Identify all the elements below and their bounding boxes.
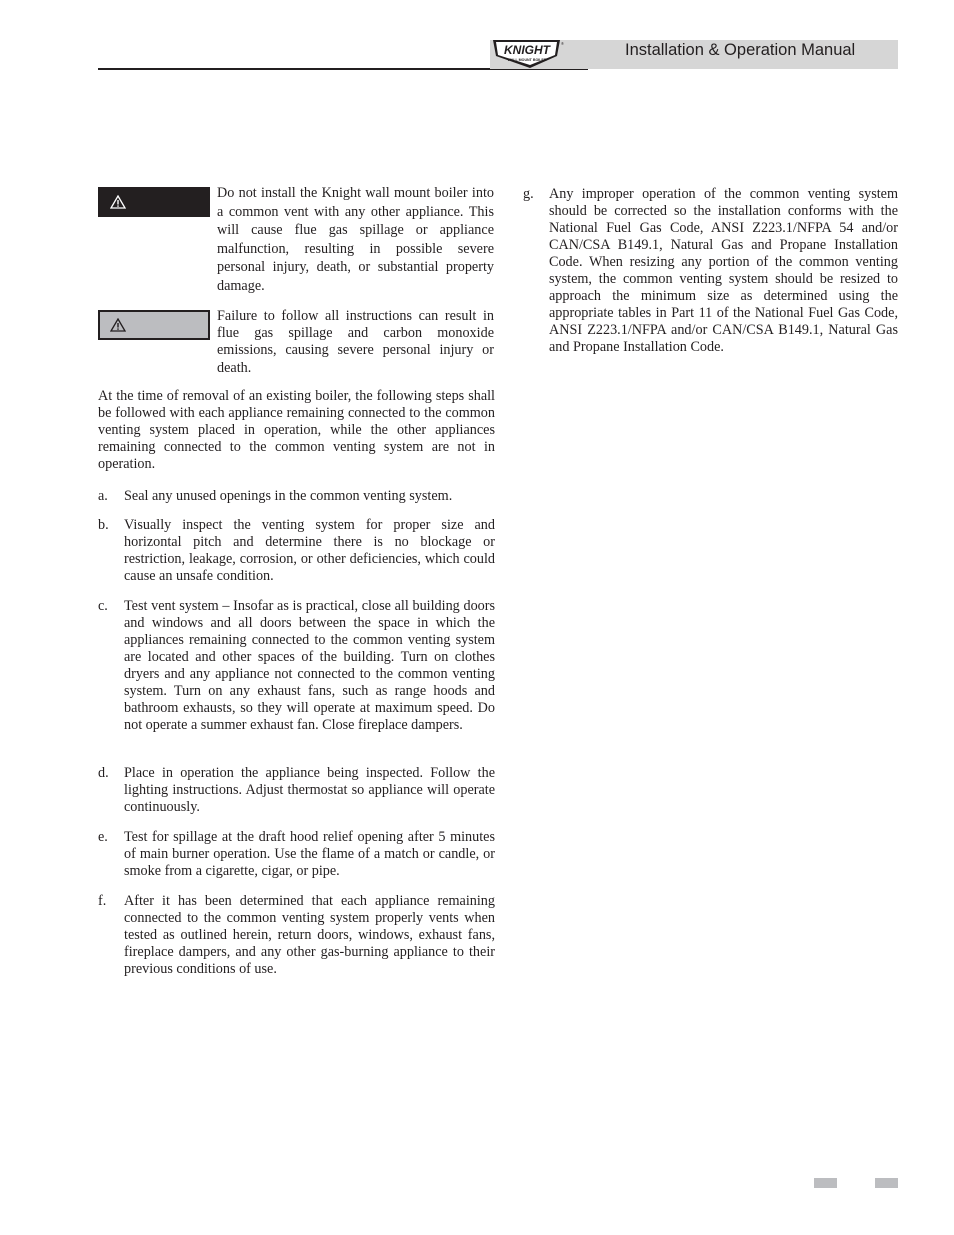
footer-tab-left (814, 1178, 837, 1188)
logo-tagline: WALL MOUNT BOILER (507, 58, 547, 62)
warning-label (98, 310, 210, 340)
svg-text:®: ® (561, 41, 564, 46)
manual-title: Installation & Operation Manual (625, 41, 856, 59)
step-letter: g. (523, 186, 534, 202)
step-letter: c. (98, 598, 108, 614)
step-text: Test vent system – Insofar as is practical, close all building doors and windows and all doors between the space in which the appliances remaining connected to the common venting system are located and other spaces of the building. Turn on clothes dryers and any appliance not connected to the common venting system. Turn on any exhaust fans, such as range hoods and bathroom exhausts, so they will operate at maximum speed. Do not operate a summer exhaust fan. Close fireplace dampers. (124, 598, 495, 733)
knight-logo (490, 38, 566, 70)
warning-triangle-icon (110, 195, 126, 209)
step-letter: d. (98, 765, 109, 781)
step-text: Visually inspect the venting system for proper size and horizontal pitch and determine there is no blockage or restriction, leakage, corrosion, or other deficiencies, which could cause an unsafe condition. (124, 517, 495, 584)
warning-text: Failure to follow all instructions can result in flue gas spillage and carbon monoxide emissions, causing severe personal injury or death. (217, 308, 494, 376)
step-text: Place in operation the appliance being inspected. Follow the lighting instructions. Adjust thermostat so appliance will operate continuously. (124, 765, 495, 815)
step-letter: b. (98, 517, 109, 533)
footer-tab-right (875, 1178, 898, 1188)
step-letter: e. (98, 829, 108, 845)
logo-wordmark: KNIGHT (504, 43, 550, 57)
danger-label (98, 187, 210, 217)
step-text: Any improper operation of the common venting system should be corrected so the installation conforms with the National Fuel Gas Code, ANSI Z223.1/NFPA 54 and/or CAN/CSA B149.1, Natural Gas and Propane Installation Code. When resizing any portion of the common venting system, the common venting system should be resized to approach the minimum size as determined using the appropriate tables in Part 11 of the National Fuel Gas Code, ANSI Z223.1/NFPA and/or CAN/CSA B149.1, Natural Gas and Propane Installation Code. (549, 186, 898, 355)
step-text: Seal any unused openings in the common venting system. (124, 488, 453, 504)
warning-triangle-icon (110, 318, 126, 332)
intro-paragraph: At the time of removal of an existing boiler, the following steps shall be followed with each appliance remaining connected to the common venting system placed in operation, while the other appliances remaining connected to the common venting system are not in operation. (98, 388, 495, 472)
step-text: After it has been determined that each appliance remaining connected to the common venting system properly vents when tested as outlined herein, return doors, windows, exhaust fans, fireplace dampers, and any other gas-burning appliance to their previous conditions of use. (124, 893, 495, 977)
step-letter: f. (98, 893, 107, 909)
danger-text: Do not install the Knight wall mount boiler into a common vent with any other appliance. This will cause flue gas spillage or appliance malfunction, resulting in possible severe personal injury, death, or substantial property damage. (217, 185, 494, 294)
step-letter: a. (98, 488, 108, 504)
step-text: Test for spillage at the draft hood relief opening after 5 minutes of main burner operation. Use the flame of a match or candle, or smoke from a cigarette, cigar, or pipe. (124, 829, 495, 879)
